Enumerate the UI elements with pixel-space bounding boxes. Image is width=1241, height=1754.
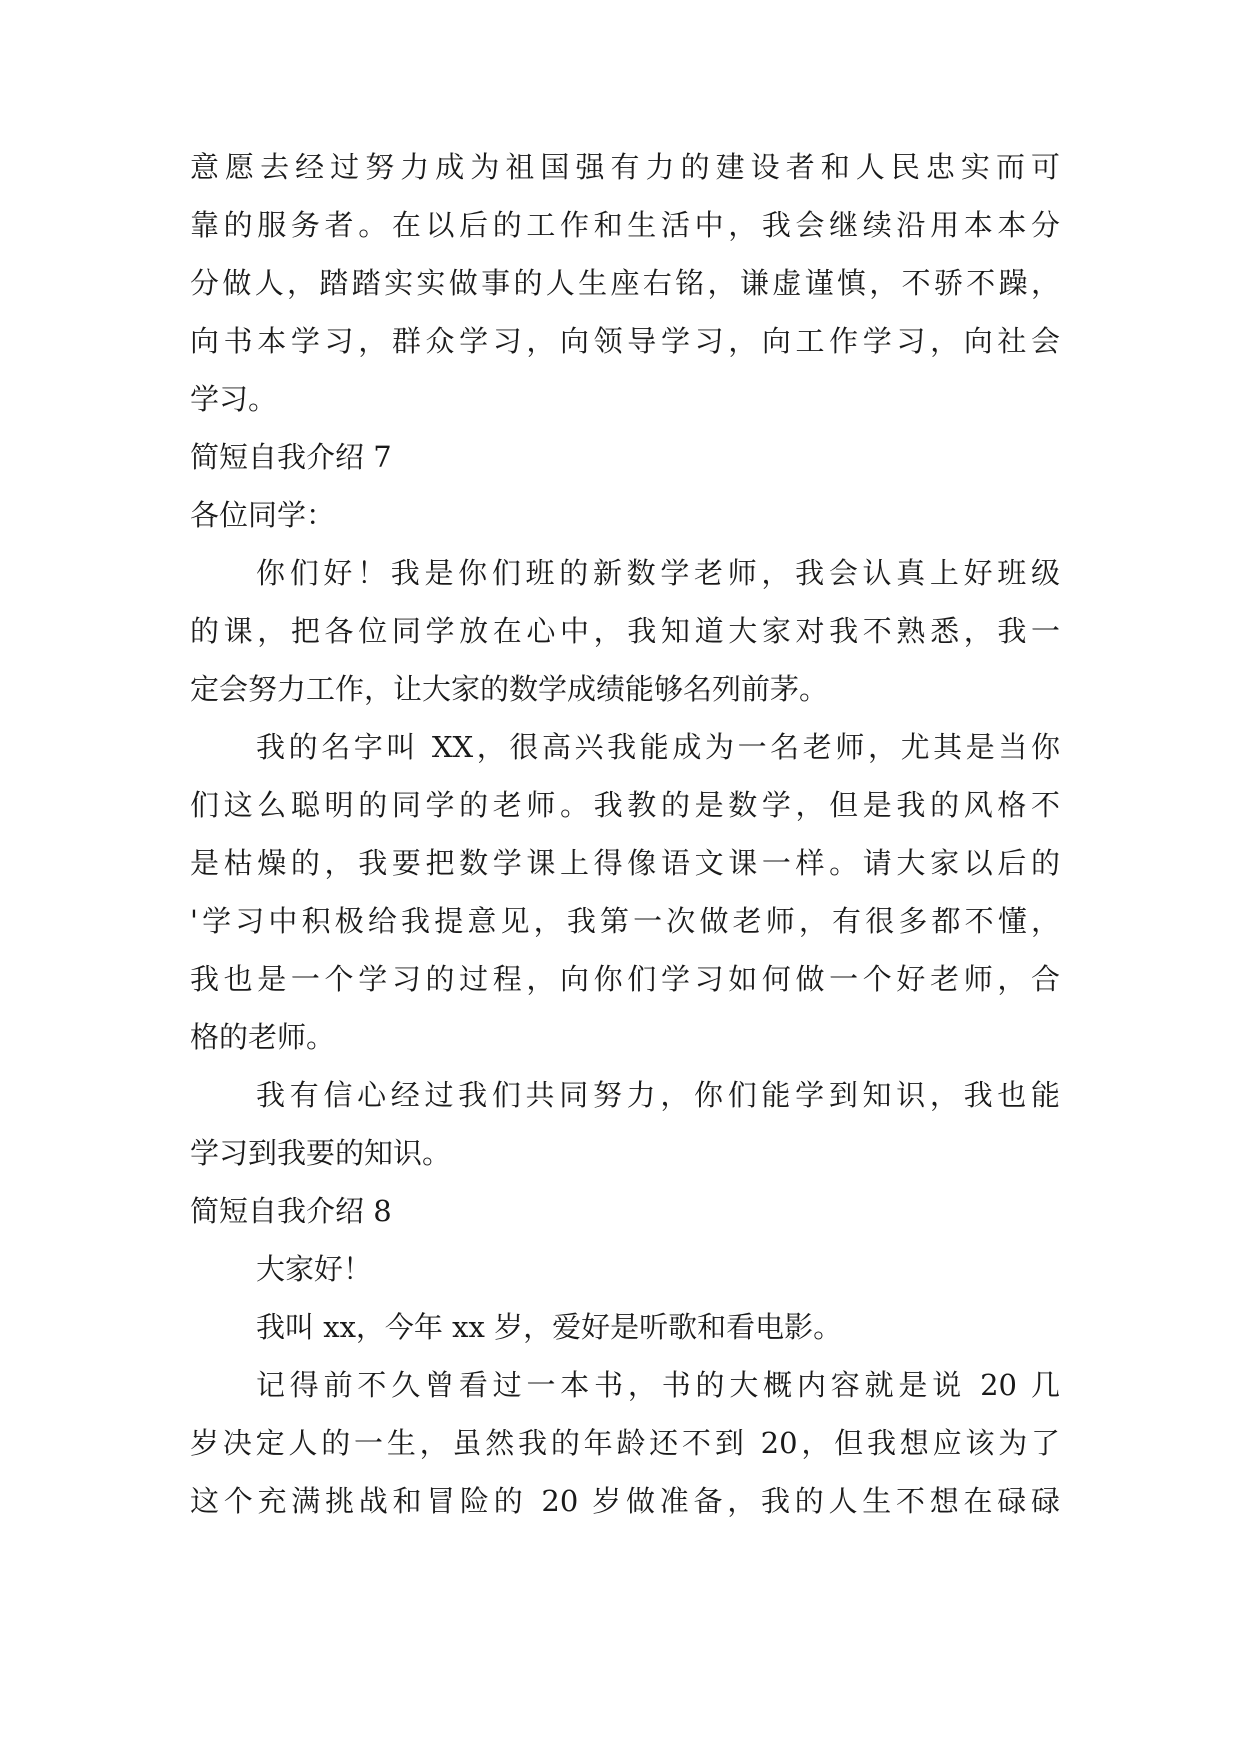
paragraph-line: 向书本学习，群众学习，向领导学习，向工作学习，向社会 [190, 324, 1060, 358]
paragraph-line: '学习中积极给我提意见，我第一次做老师，有很多都不懂， [190, 904, 1060, 938]
paragraph-line: 学习到我要的知识。 [190, 1136, 452, 1170]
paragraph-line: 是枯燥的，我要把数学课上得像语文课一样。请大家以后的 [190, 846, 1060, 880]
paragraph-line: 格的老师。 [190, 1020, 336, 1054]
paragraph-line: 我的名字叫 XX，很高兴我能成为一名老师，尤其是当你 [256, 730, 1060, 764]
paragraph-line: 学习。 [190, 382, 278, 416]
paragraph-line: 分做人，踏踏实实做事的人生座右铭，谦虚谨慎，不骄不躁， [190, 266, 1060, 300]
salutation: 各位同学： [190, 498, 336, 532]
paragraph-line: 我有信心经过我们共同努力，你们能学到知识，我也能 [256, 1078, 1060, 1112]
paragraph-line: 们这么聪明的同学的老师。我教的是数学，但是我的风格不 [190, 788, 1060, 822]
paragraph-line: 你们好！我是你们班的新数学老师，我会认真上好班级 [256, 556, 1060, 590]
paragraph-line: 记得前不久曾看过一本书，书的大概内容就是说 20 几 [256, 1368, 1060, 1402]
paragraph-line: 定会努力工作，让大家的数学成绩能够名列前茅。 [190, 672, 829, 706]
paragraph-line: 靠的服务者。在以后的工作和生活中，我会继续沿用本本分 [190, 208, 1060, 242]
paragraph-line: 我叫 xx，今年 xx 岁，爱好是听歌和看电影。 [256, 1310, 843, 1344]
section-heading: 简短自我介绍 8 [190, 1194, 392, 1228]
section-heading: 简短自我介绍 7 [190, 440, 392, 474]
paragraph-line: 岁决定人的一生，虽然我的年龄还不到 20，但我想应该为了 [190, 1426, 1060, 1460]
paragraph-line: 我也是一个学习的过程，向你们学习如何做一个好老师，合 [190, 962, 1060, 996]
paragraph-line: 这个充满挑战和冒险的 20 岁做准备，我的人生不想在碌碌 [190, 1484, 1060, 1518]
greeting: 大家好！ [256, 1252, 373, 1286]
paragraph-line: 的课，把各位同学放在心中，我知道大家对我不熟悉，我一 [190, 614, 1060, 648]
paragraph-line: 意愿去经过努力成为祖国强有力的建设者和人民忠实而可 [190, 150, 1060, 184]
